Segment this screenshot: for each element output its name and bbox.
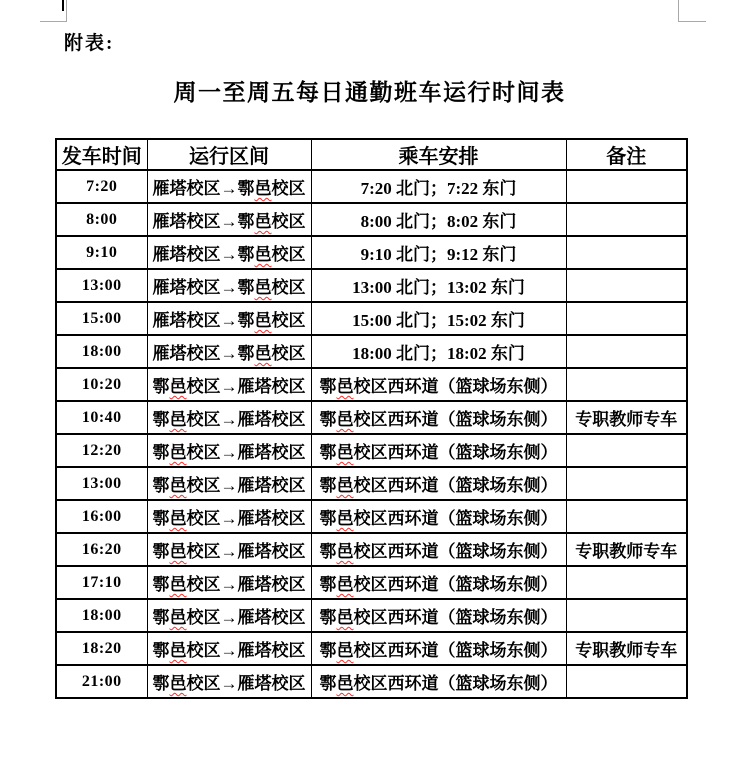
spellcheck-underline: 邑 <box>169 575 187 594</box>
cell-route[interactable]: 鄠邑校区→雁塔校区 <box>147 566 311 599</box>
cell-departure-time[interactable]: 13:00 <box>56 269 147 302</box>
table-row <box>56 599 687 632</box>
spellcheck-underline: 邑 <box>169 443 187 462</box>
cell-remark[interactable] <box>566 665 687 698</box>
cell-boarding[interactable]: 鄠邑校区西环道（篮球场东侧） <box>311 500 566 533</box>
cell-boarding[interactable]: 鄠邑校区西环道（篮球场东侧） <box>311 434 566 467</box>
cell-departure-time[interactable]: 18:20 <box>56 632 147 665</box>
cell-route[interactable]: 雁塔校区→鄠邑校区 <box>147 236 311 269</box>
table-row <box>56 236 687 269</box>
cell-route[interactable]: 鄠邑校区→雁塔校区 <box>147 467 311 500</box>
spellcheck-underline: 邑 <box>254 344 272 363</box>
cell-boarding[interactable]: 18:00 北门；18:02 东门 <box>311 335 566 368</box>
cell-route[interactable]: 鄠邑校区→雁塔校区 <box>147 500 311 533</box>
cell-departure-time[interactable]: 17:10 <box>56 566 147 599</box>
spellcheck-underline: 邑 <box>336 641 354 660</box>
col-header-route[interactable]: 运行区间 <box>147 139 311 170</box>
cell-boarding[interactable]: 鄠邑校区西环道（篮球场东侧） <box>311 368 566 401</box>
table-row <box>56 170 687 203</box>
cell-departure-time[interactable]: 10:20 <box>56 368 147 401</box>
table-row <box>56 302 687 335</box>
table-row <box>56 434 687 467</box>
spellcheck-underline: 邑 <box>169 476 187 495</box>
cell-departure-time[interactable]: 13:00 <box>56 467 147 500</box>
spellcheck-underline: 邑 <box>336 575 354 594</box>
cell-departure-time[interactable]: 21:00 <box>56 665 147 698</box>
cell-boarding[interactable]: 8:00 北门；8:02 东门 <box>311 203 566 236</box>
table-row <box>56 203 687 236</box>
cell-remark[interactable] <box>566 203 687 236</box>
spellcheck-underline: 邑 <box>169 608 187 627</box>
cell-boarding[interactable]: 鄠邑校区西环道（篮球场东侧） <box>311 599 566 632</box>
cell-departure-time[interactable]: 18:00 <box>56 599 147 632</box>
spellcheck-underline: 邑 <box>336 674 354 693</box>
cell-departure-time[interactable]: 15:00 <box>56 302 147 335</box>
cell-route[interactable]: 鄠邑校区→雁塔校区 <box>147 368 311 401</box>
col-header-remark[interactable]: 备注 <box>566 139 687 170</box>
col-header-departure-time[interactable]: 发车时间 <box>56 139 147 170</box>
cell-boarding[interactable]: 鄠邑校区西环道（篮球场东侧） <box>311 566 566 599</box>
cell-route[interactable]: 鄠邑校区→雁塔校区 <box>147 434 311 467</box>
spellcheck-underline: 邑 <box>336 509 354 528</box>
table-row <box>56 269 687 302</box>
spellcheck-underline: 邑 <box>336 476 354 495</box>
cell-remark[interactable] <box>566 368 687 401</box>
cell-route[interactable]: 雁塔校区→鄠邑校区 <box>147 203 311 236</box>
spellcheck-underline: 邑 <box>336 410 354 429</box>
cell-route[interactable]: 雁塔校区→鄠邑校区 <box>147 269 311 302</box>
table-header-row <box>56 139 687 170</box>
cell-remark[interactable] <box>566 599 687 632</box>
cell-boarding[interactable]: 鄠邑校区西环道（篮球场东侧） <box>311 533 566 566</box>
cell-route[interactable]: 鄠邑校区→雁塔校区 <box>147 533 311 566</box>
cell-remark[interactable]: 专职教师专车 <box>566 533 687 566</box>
schedule-table <box>55 138 688 699</box>
cell-boarding[interactable]: 鄠邑校区西环道（篮球场东侧） <box>311 665 566 698</box>
cell-boarding[interactable]: 7:20 北门；7:22 东门 <box>311 170 566 203</box>
table-row <box>56 467 687 500</box>
spellcheck-underline: 邑 <box>169 641 187 660</box>
table-row <box>56 533 687 566</box>
page-margin-crop-mark-icon <box>678 0 706 22</box>
table-row <box>56 500 687 533</box>
cell-departure-time[interactable]: 12:20 <box>56 434 147 467</box>
cell-route[interactable]: 雁塔校区→鄠邑校区 <box>147 302 311 335</box>
cell-boarding[interactable]: 鄠邑校区西环道（篮球场东侧） <box>311 632 566 665</box>
spellcheck-underline: 邑 <box>254 245 272 264</box>
spellcheck-underline: 邑 <box>254 179 272 198</box>
table-row <box>56 566 687 599</box>
spellcheck-underline: 邑 <box>169 509 187 528</box>
cell-departure-time[interactable]: 9:10 <box>56 236 147 269</box>
appendix-label[interactable]: 附表: <box>64 33 115 54</box>
table-row <box>56 368 687 401</box>
spellcheck-underline: 邑 <box>336 377 354 396</box>
spellcheck-underline: 邑 <box>336 443 354 462</box>
cell-remark[interactable]: 专职教师专车 <box>566 401 687 434</box>
spellcheck-underline: 邑 <box>254 311 272 330</box>
cell-departure-time[interactable]: 8:00 <box>56 203 147 236</box>
schedule-table-body <box>56 170 687 698</box>
cell-route[interactable]: 鄠邑校区→雁塔校区 <box>147 665 311 698</box>
cell-boarding[interactable]: 13:00 北门；13:02 东门 <box>311 269 566 302</box>
table-row <box>56 632 687 665</box>
spellcheck-underline: 邑 <box>169 377 187 396</box>
spellcheck-underline: 邑 <box>169 410 187 429</box>
spellcheck-underline: 邑 <box>254 212 272 231</box>
cell-route[interactable]: 雁塔校区→鄠邑校区 <box>147 170 311 203</box>
cell-route[interactable]: 鄠邑校区→雁塔校区 <box>147 401 311 434</box>
spellcheck-underline: 邑 <box>336 542 354 561</box>
col-header-boarding[interactable]: 乘车安排 <box>311 139 566 170</box>
cell-remark[interactable] <box>566 566 687 599</box>
cell-departure-time[interactable]: 18:00 <box>56 335 147 368</box>
cell-departure-time[interactable]: 16:20 <box>56 533 147 566</box>
cell-route[interactable]: 雁塔校区→鄠邑校区 <box>147 335 311 368</box>
cell-departure-time[interactable]: 16:00 <box>56 500 147 533</box>
cell-remark[interactable] <box>566 467 687 500</box>
cell-boarding[interactable]: 15:00 北门；15:02 东门 <box>311 302 566 335</box>
cell-remark[interactable]: 专职教师专车 <box>566 632 687 665</box>
cell-departure-time[interactable]: 7:20 <box>56 170 147 203</box>
cell-remark[interactable] <box>566 335 687 368</box>
table-row <box>56 665 687 698</box>
cell-remark[interactable] <box>566 170 687 203</box>
table-row <box>56 401 687 434</box>
cell-remark[interactable] <box>566 500 687 533</box>
spellcheck-underline: 邑 <box>169 674 187 693</box>
table-row <box>56 335 687 368</box>
spellcheck-underline: 邑 <box>254 278 272 297</box>
cell-departure-time[interactable]: 10:40 <box>56 401 147 434</box>
cell-remark[interactable] <box>566 434 687 467</box>
cell-boarding[interactable]: 鄠邑校区西环道（篮球场东侧） <box>311 467 566 500</box>
spellcheck-underline: 邑 <box>336 608 354 627</box>
page-title[interactable]: 周一至周五每日通勤班车运行时间表 <box>173 80 566 105</box>
cell-route[interactable]: 鄠邑校区→雁塔校区 <box>147 599 311 632</box>
cell-boarding[interactable]: 鄠邑校区西环道（篮球场东侧） <box>311 401 566 434</box>
cell-remark[interactable] <box>566 269 687 302</box>
spellcheck-underline: 邑 <box>169 542 187 561</box>
cell-boarding[interactable]: 9:10 北门；9:12 东门 <box>311 236 566 269</box>
cell-route[interactable]: 鄠邑校区→雁塔校区 <box>147 632 311 665</box>
cell-remark[interactable] <box>566 302 687 335</box>
text-cursor <box>62 0 64 11</box>
cell-remark[interactable] <box>566 236 687 269</box>
